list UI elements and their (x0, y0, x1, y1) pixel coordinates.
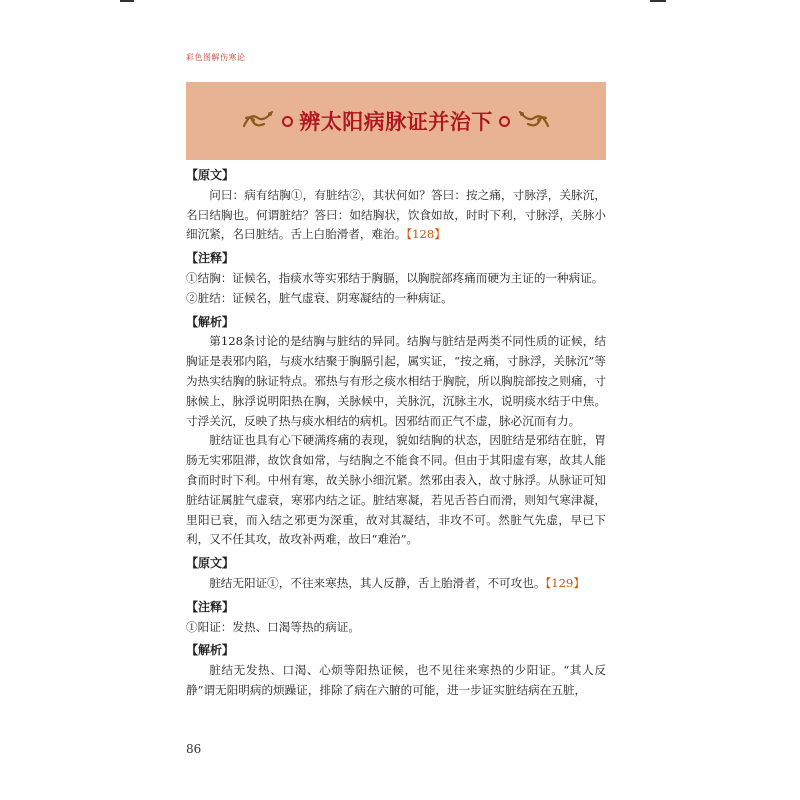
analysis-paragraph: 第128条讨论的是结胸与脏结的异同。结胸与脏结是两类不同性质的证候，结胸证是表邪内陷，与痰水结聚于胸膈引起，属实证，“按之痛，寸脉浮，关脉沉”等为热实结胸的脉证特点。邪热与有形之痰水相结于胸脘，所以胸脘部按之则痛，寸脉候上，脉浮说明阳热在胸，关脉候中，关脉沉，沉脉主水，说明痰水结于中焦。寸浮关沉，反映了热与痰水相结的病机。因邪结而正气不虚，脉必沉而有力。 (186, 334, 606, 428)
chapter-banner (186, 82, 606, 160)
clause-number: 【128】 (406, 227, 446, 242)
ring-ornament-icon (282, 116, 293, 127)
page-body (186, 162, 606, 701)
chapter-title: 辨太阳病脉证并治下 (299, 110, 493, 134)
original-text: 问曰：病有结胸①，有脏结②，其状何如？答曰：按之痛，寸脉浮，关脉沉，名曰结胸也。何谓脏结？答曰：如结胸状，饮食如故，时时下利，寸脉浮，关脉小细沉紧，名曰脏结。舌上白胎滑者，难治。【128】 (186, 187, 606, 242)
section-heading: 【原文】 (186, 556, 235, 571)
dragon-ornament-icon (242, 108, 276, 134)
section-heading: 【原文】 (186, 168, 235, 182)
dragon-ornament-icon (516, 108, 550, 134)
section-heading: 【解析】 (186, 643, 235, 658)
original-text: 脏结无阳证①，不往来寒热，其人反静，舌上胎滑者，不可攻也。【129】 (209, 575, 585, 590)
analysis-paragraph: 脏结证也具有心下硬满疼痛的表现，貌如结胸的状态，因脏结是邪结在脏，胃肠无实邪阻滞，故饮食如常，与结胸之不能食不同。但由于其阳虚有寒，故其人能食而时时下利。中州有寒，故关脉小细沉紧。然邪由表入，故寸脉浮。从脉证可知脏结证属脏气虚衰，寒邪内结之证。脏结寒凝，若见舌苔白而滑，则知气寒津凝，里阳已衰，而入结之邪更为深重，故对其凝结，非攻不可。然脏气先虚，早已下利，又不任其攻，故攻补两难，故曰“难治”。 (186, 433, 606, 547)
section-heading: 【解析】 (186, 314, 235, 329)
annotation-item: ①结胸：证候名，指痰水等实邪结于胸膈，以胸脘部疼痛而硬为主证的一种病证。 (186, 270, 604, 285)
analysis-paragraph: 脏结无发热、口渴、心烦等阳热证候，也不见往来寒热的少阳证。“其人反静”谓无阳明病的烦躁证，排除了病在六腑的可能，进一步证实脏结病在五脏， (186, 663, 606, 697)
section-heading: 【注释】 (186, 251, 235, 266)
page-number: 86 (186, 742, 202, 756)
annotation-item: ②脏结：证候名，脏气虚衰、阴寒凝结的一种病证。 (186, 290, 453, 305)
section-heading: 【注释】 (186, 599, 235, 614)
ring-ornament-icon (499, 116, 510, 127)
scan-mark-right (650, 0, 666, 2)
annotation-item: ①阳证：发热、口渴等热的病证。 (186, 619, 360, 634)
scan-mark-left (120, 0, 134, 2)
clause-number: 【129】 (545, 575, 585, 590)
running-header: 彩色图解伤寒论 (186, 53, 246, 62)
